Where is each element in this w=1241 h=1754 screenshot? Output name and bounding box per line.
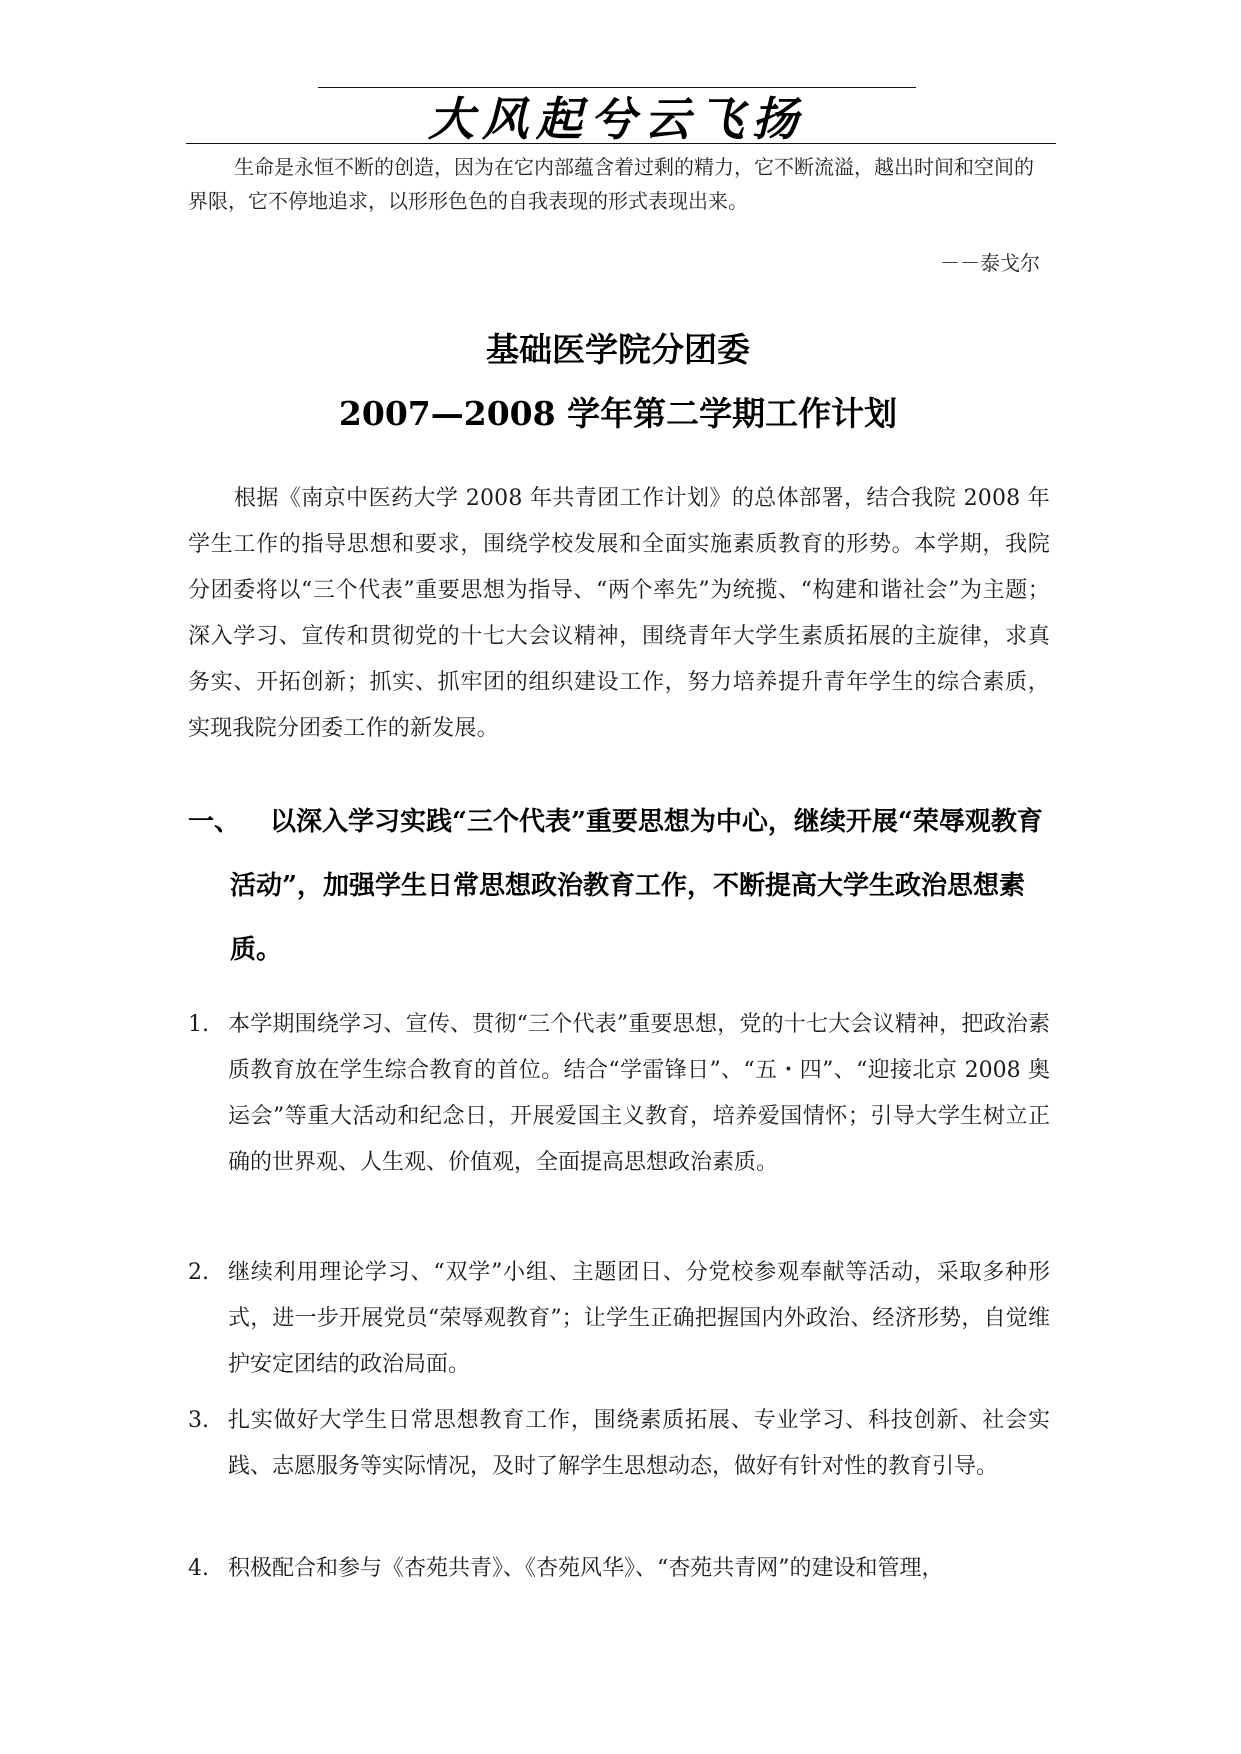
list-item [188,1250,1050,1388]
header-calligraphy-title: 大风起兮云飞扬 [428,92,806,146]
list-item [188,1002,1050,1186]
list-item-text: 积极配合和参与《杏苑共青》、《杏苑风华》、“杏苑共青网”的建设和管理， [228,1556,944,1581]
list-item-text: 本学期围绕学习、宣传、贯彻“三个代表”重要思想，党的十七大会议精神，把政治素质教育放在学生综合教育的首位。结合“学雷锋日”、“五・四”、“迎接北京 2008 奥运会”等重大活动和纪念日，开展爱国主义教育，培养爱国情怀；引导大学生树立正确的世界观、人生观、价值观，全面提高思想政治素质。 [228,1012,1050,1175]
list-item-text: 继续利用理论学习、“双学”小组、主题团日、分党校参观奉献等活动，采取多种形式，进一步开展党员“荣辱观教育”；让学生正确把握国内外政治、经济形势，自觉维护安定团结的政治局面。 [228,1260,1050,1377]
list-item-number: 2. [188,1260,209,1285]
section-heading-text: 以深入学习实践“三个代表”重要思想为中心，继续开展“荣辱观教育活动”，加强学生日常思想政治教育工作，不断提高大学生政治思想素质。 [230,807,1043,965]
list-item-number: 4. [188,1556,209,1581]
intro-paragraph: 根据《南京中医药大学 2008 年共青团工作计划》的总体部署，结合我院 2008 年学生工作的指导思想和要求，围绕学校发展和全面实施素质教育的形势。本学期，我院分团委将以“三个代表”重要思想为指导、“两个率先”为统揽、“构建和谐社会”为主题；深入学习、宣传和贯彻党的十七大会议精神，围绕青年大学生素质拓展的主旋律，求真务实、开拓创新；抓实、抓牢团的组织建设工作，努力培养提升青年学生的综合素质，实现我院分团委工作的新发展。 [188,486,1050,741]
header-top-rule [318,87,916,88]
list-item-number: 1. [188,1012,209,1037]
section-number: 一、 [188,807,241,837]
list-item [188,1546,1050,1592]
list-item-number: 3. [188,1408,209,1433]
section-heading-1 [188,790,1050,982]
list-item [188,1398,1050,1490]
document-title-line-2: 2007—2008 学年第二学期工作计划 [338,394,898,433]
epigraph-quote: 生命是永恒不断的创造，因为在它内部蕴含着过剩的精力，它不断流溢，越出时间和空间的界限，它不停地追求，以形形色色的自我表现的形式表现出来。 [188,155,1034,213]
epigraph-author: －－泰戈尔 [940,251,1040,275]
document-title-line-1: 基础医学院分团委 [486,330,750,369]
list-item-text: 扎实做好大学生日常思想教育工作，围绕素质拓展、专业学习、科技创新、社会实践、志愿服务等实际情况，及时了解学生思想动态，做好有针对性的教育引导。 [228,1408,1050,1479]
header-bottom-rule [186,143,1056,144]
